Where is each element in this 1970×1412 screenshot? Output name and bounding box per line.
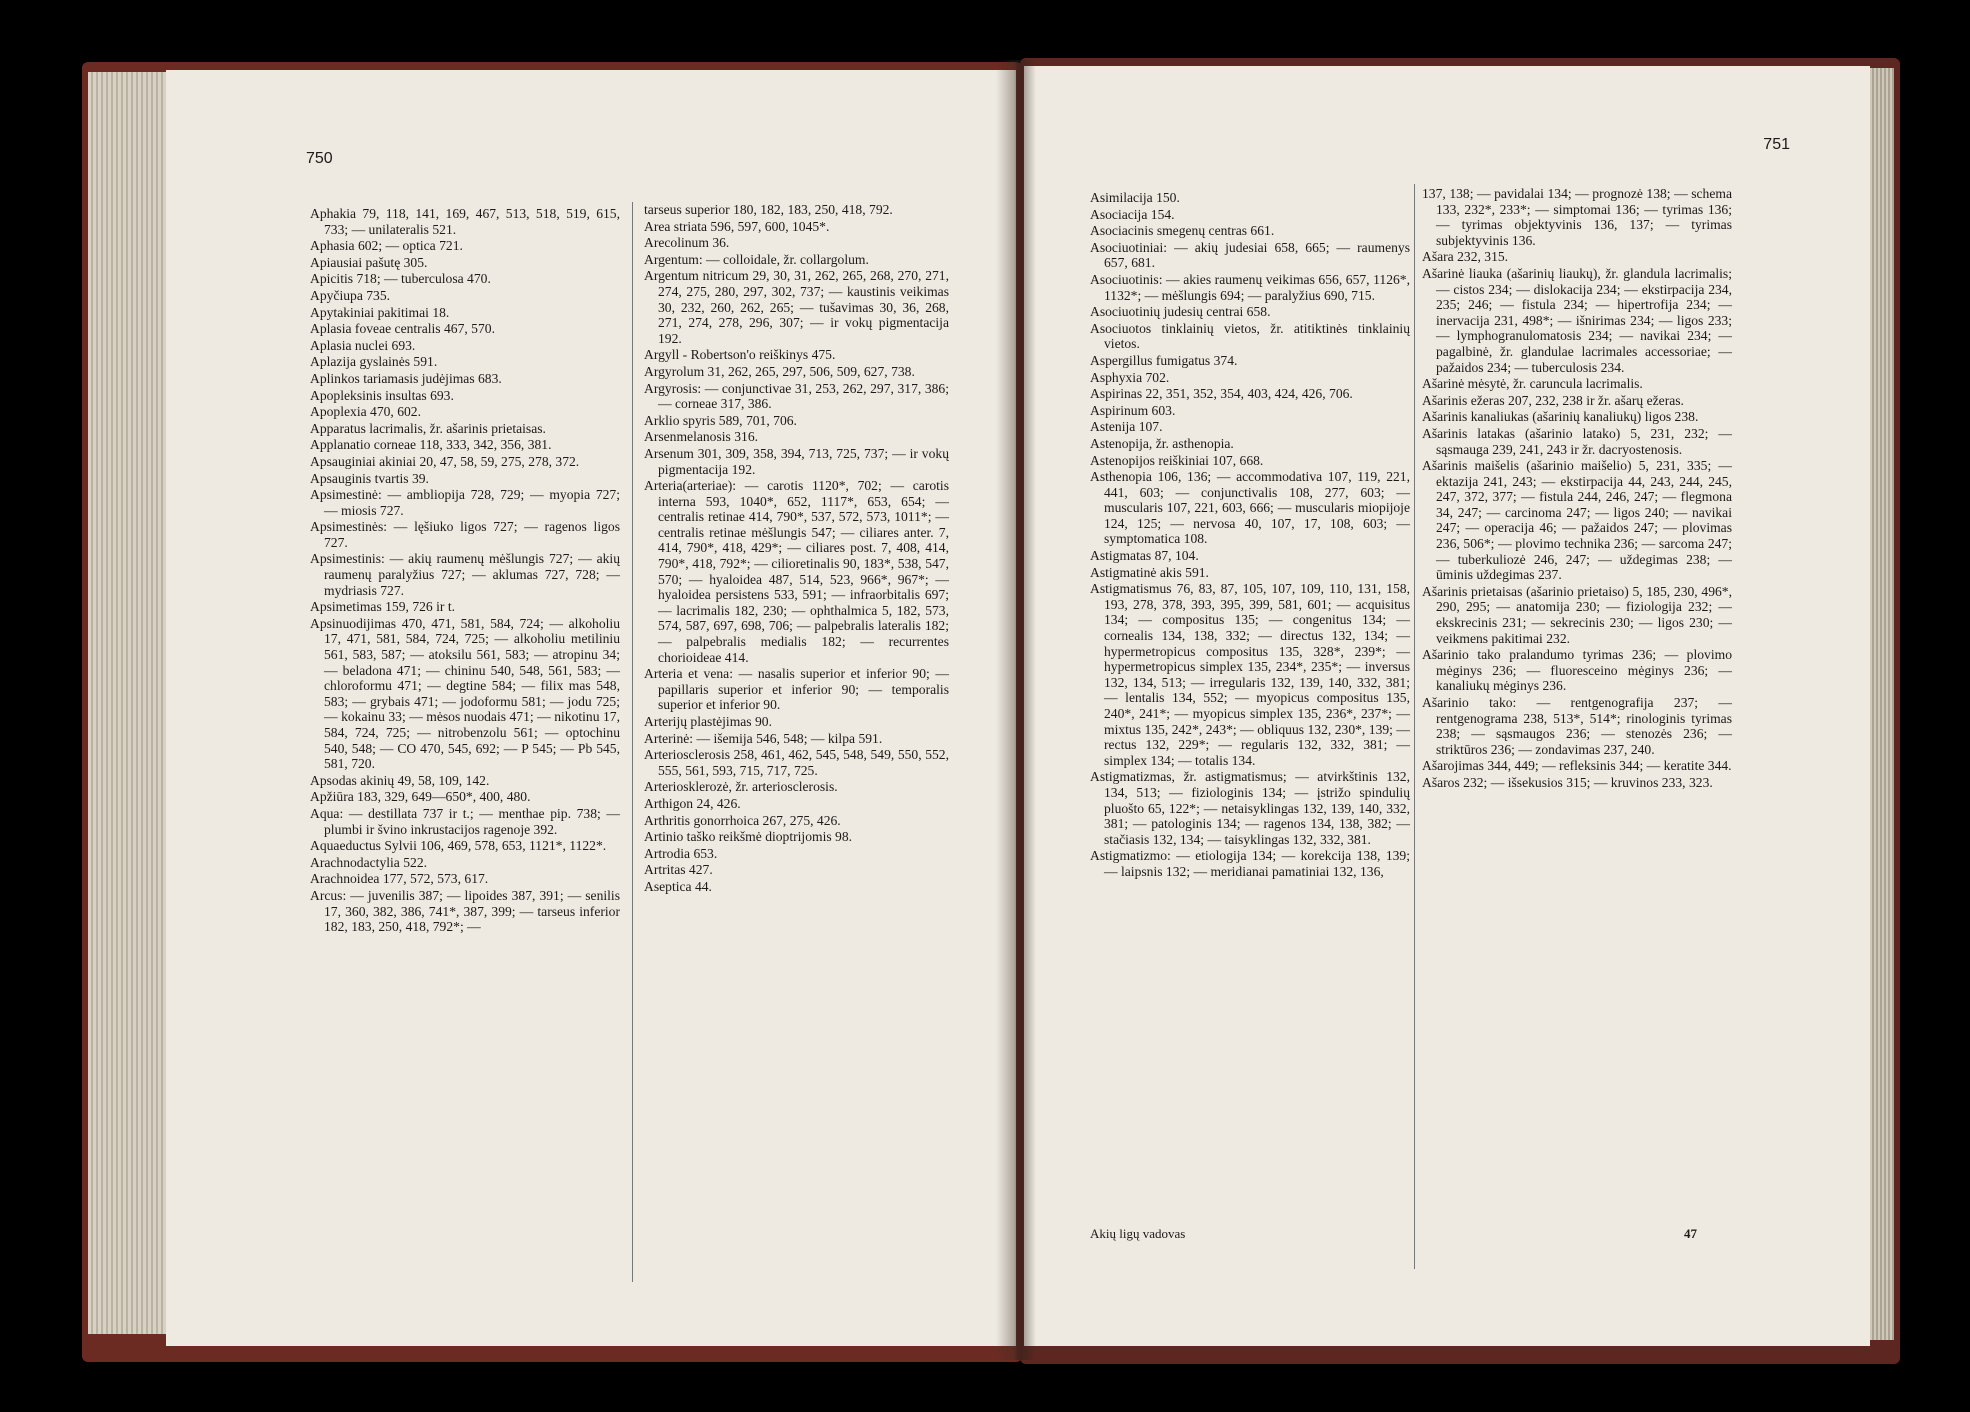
index-entry: Arachnodactylia 522. xyxy=(310,854,428,870)
index-entry: Ašarinis kanaliukas (ašarinių kanaliukų) ligos 238. xyxy=(1422,409,1699,425)
index-entry: Asociuotinis: — akies raumenų veikimas 656, 657, 1126*, 1132*; — mėšlungis 694; — paralyžius 690, 715. xyxy=(1090,271,1410,303)
index-entry: Apytakiniai pakitimai 18. xyxy=(310,304,450,320)
index-entry: Apsimestinis: — akių raumenų mėšlungis 727; — akių raumenų paralyžius 727; — aklumas 727, 728; — mydriasis 727. xyxy=(310,551,620,598)
index-entry: Area striata 596, 597, 600, 1045*. xyxy=(644,218,830,234)
index-entry: Arachnoidea 177, 572, 573, 617. xyxy=(310,871,489,887)
index-entry: Aphakia 79, 118, 141, 169, 467, 513, 518, 519, 615, 733; — unilateralis 521. xyxy=(310,206,620,237)
index-entry: Apsauginis tvartis 39. xyxy=(310,470,429,486)
page-number-right: 751 xyxy=(1763,136,1790,153)
index-entry: Applanatio corneae 118, 333, 342, 356, 381. xyxy=(310,437,552,453)
index-entry: Argyrolum 31, 262, 265, 297, 506, 509, 627, 738. xyxy=(644,363,915,379)
index-entry: Asociuotos tinklainių vietos, žr. atitiktinės tinklainių vietos. xyxy=(1090,320,1410,352)
index-entry: Aspirinas 22, 351, 352, 354, 403, 424, 426, 706. xyxy=(1090,386,1353,402)
index-entry: Astigmatas 87, 104. xyxy=(1090,548,1199,564)
index-entry: Arcus: — juvenilis 387; — lipoides 387, 391; — senilis 17, 360, 382, 386, 741*, 387, 399; — tarseus inferior 182, 183, 250, 418, 792*; — xyxy=(310,887,620,935)
index-entry: Apyčiupa 735. xyxy=(310,287,391,303)
index-entry: Aplasia nuclei 693. xyxy=(310,337,416,353)
index-entry: Ašarinė mėsytė, žr. caruncula lacrimalis. xyxy=(1422,376,1643,392)
index-entry: Aspergillus fumigatus 374. xyxy=(1090,352,1238,368)
index-entry: Ašarinis prietaisas (ašarinio prietaiso) 5, 185, 230, 496*, 290, 295; — anatomija 230; — fiziologija 232; — ekskrecinis 231; — sekrecinis 230; — ligos 230; — veikmens pakitimai 232. xyxy=(1422,583,1732,646)
index-entry: Ašarinio tako pralandumo tyrimas 236; — plovimo mėginys 236; — fluoresceino mėginys 236; — kanaliukų mėginys 236. xyxy=(1422,647,1732,694)
index-entry: Astenija 107. xyxy=(1090,419,1163,435)
index-entry: Apsinuodijimas 470, 471, 581, 584, 724; — alkoholiu 17, 471, 581, 584, 724, 725; — alkoholiu metiliniu 561, 583, 587; — atoksilu 561, 583; — atropinu 34; — beladona 471; — chininu 540, 548, 561, 583; — chloroformu 471; — degtine 584; — filix mas 548, 583; — grybais 471; — jodoformu 581; — jodu 725; — kokainu 33; — mėsos nuodais 471; — nikotinu 17, 584, 724, 725; — nitrobenzolu 561; — optochinu 540, 548; — CO 470, 545, 692; — P 545; — Pb 545, 581, 720. xyxy=(310,615,620,772)
index-entry: Aplinkos tariamasis judėjimas 683. xyxy=(310,370,502,386)
page-edges-right xyxy=(1866,68,1894,1340)
index-entry: Apžiūra 183, 329, 649—650*, 400, 480. xyxy=(310,789,531,805)
index-entry: Astenopija, žr. asthenopia. xyxy=(1090,435,1234,451)
index-entry: Aplazija gyslainės 591. xyxy=(310,354,438,370)
index-entry: Arteriosclerosis 258, 461, 462, 545, 548, 549, 550, 552, 555, 561, 593, 715, 717, 725. xyxy=(644,747,949,778)
index-entry: 137, 138; — pavidalai 134; — prognozė 138; — schema 133, 232*, 233*; — simptomai 136; — tyrimas 136; — tyrimas objektyvinis 136, 137; — tyrimas subjektyvinis 136. xyxy=(1422,186,1732,248)
index-entry: Ašarinis maišelis (ašarinio maišelio) 5, 231, 335; — ektazija 241, 243; — ekstirpacija 44, 243, 244, 245, 247, 372, 377; — fistula 244, 246, 247; — flegmona 34, 247; — carcinoma 247; — ligos 240; — navikai 247; — operacija 46; — pažaidos 247; — plovimas 236, 506*; — plovimo technika 236; — sarcoma 247; — tuberkuliozė 246, 247; — uždegimas 238; — ūminis uždegimas 237. xyxy=(1422,458,1732,583)
index-entry: Ašaros 232; — išsekusios 315; — kruvinos 233, 323. xyxy=(1422,774,1713,790)
index-entry: Aspirinum 603. xyxy=(1090,402,1176,418)
index-entry: Astigmatinė akis 591. xyxy=(1090,564,1209,580)
index-entry: Arteria et vena: — nasalis superior et inferior 90; — papillaris superior et inferior 90; — temporalis superior et inferior 90. xyxy=(644,666,949,713)
index-entry: Argyll - Robertson'o reiškinys 475. xyxy=(644,347,836,363)
page-edges-left xyxy=(88,72,178,1334)
index-entry: Asociacija 154. xyxy=(1090,206,1175,222)
index-entry: Ašarojimas 344, 449; — refleksinis 344; — keratite 344. xyxy=(1422,758,1732,774)
index-entry: Argentum nitricum 29, 30, 31, 262, 265, 268, 270, 271, 274, 275, 280, 297, 302, 737; — kaustinis veikimas 30, 232, 260, 262, 265; — tušavimas 30, 36, 268, 271, 274, 278, 296, 307; — ir vokų pigmentacija 192. xyxy=(644,268,949,346)
index-entry: Aplasia foveae centralis 467, 570. xyxy=(310,321,495,337)
left-page xyxy=(166,70,1016,1346)
index-entry: Apsimestinė: — ambliopija 728, 729; — myopia 727; — miosis 727. xyxy=(310,487,620,518)
index-entry: Asphyxia 702. xyxy=(1090,369,1170,385)
page-number-left: 750 xyxy=(306,150,333,167)
index-entry: Ašara 232, 315. xyxy=(1422,249,1509,265)
index-entry: Asociuotinių judesių centrai 658. xyxy=(1090,304,1271,320)
index-entry: Arsenum 301, 309, 358, 394, 713, 725, 737; — ir vokų pigmentacija 192. xyxy=(644,445,949,477)
index-entry: Ašarinio tako: — rentgenografija 237; — rentgenograma 238, 513*, 514*; rinologinis tyrimas 238; — sąsmaugos 236; — stenozės 236; — striktūros 236; — zondavimas 237, 240. xyxy=(1422,695,1732,757)
index-entry: Aquaeductus Sylvii 106, 469, 578, 653, 1121*, 1122*. xyxy=(310,838,607,854)
right-page-column-2 xyxy=(1422,186,1732,792)
index-entry: Arterinė: — išemija 546, 548; — kilpa 591. xyxy=(644,730,883,746)
index-entry: Apsimetimas 159, 726 ir t. xyxy=(310,599,455,615)
index-entry: Arteriosklerozė, žr. arteriosclerosis. xyxy=(644,779,838,795)
column-divider xyxy=(1414,184,1415,1269)
book-gutter xyxy=(996,60,1036,1360)
index-entry: Argyrosis: — conjunctivae 31, 253, 262, 297, 317, 386; — corneae 317, 386. xyxy=(644,380,949,412)
index-entry: Astigmatizmo: — etiologija 134; — korekcija 138, 139; — laipsnis 132; — meridianai pamatiniai 132, 136, xyxy=(1090,848,1410,879)
index-entry: Ašarinis latakas (ašarinio latako) 5, 231, 232; — sąsmauga 239, 241, 243 ir žr. dacryostenosis. xyxy=(1422,425,1732,457)
index-entry: Artrodia 653. xyxy=(644,845,718,861)
right-page-column-1 xyxy=(1090,190,1410,881)
index-entry: Aqua: — destillata 737 ir t.; — menthae pip. 738; — plumbi ir švino inkrustacijos ragenoje 392. xyxy=(310,805,620,837)
index-entry: Apsauginiai akiniai 20, 47, 58, 59, 275, 278, 372. xyxy=(310,453,580,469)
index-entry: Aphasia 602; — optica 721. xyxy=(310,238,463,254)
index-entry: Apsodas akinių 49, 58, 109, 142. xyxy=(310,772,490,788)
right-page xyxy=(1024,66,1870,1346)
index-entry: Asociacinis smegenų centras 661. xyxy=(1090,223,1275,239)
index-entry: Apicitis 718; — tuberculosa 470. xyxy=(310,271,491,287)
index-entry: Asociuotiniai: — akių judesiai 658, 665; — raumenys 657, 681. xyxy=(1090,239,1410,271)
index-entry: Apsimestinės: — lęšiuko ligos 727; — ragenos ligos 727. xyxy=(310,519,620,550)
footer-book-title: Akių ligų vadovas xyxy=(1090,1226,1186,1241)
index-entry: Arsenmelanosis 316. xyxy=(644,429,759,445)
left-page-column-1 xyxy=(310,206,620,936)
index-entry: Arthritis gonorrhoica 267, 275, 426. xyxy=(644,812,841,828)
index-entry: Arthigon 24, 426. xyxy=(644,795,741,811)
index-entry: Artritas 427. xyxy=(644,862,713,878)
index-entry: Astenopijos reiškiniai 107, 668. xyxy=(1090,452,1264,468)
index-entry: Apiausiai pašutę 305. xyxy=(310,254,428,270)
index-entry: Apparatus lacrimalis, žr. ašarinis prietaisas. xyxy=(310,420,546,436)
index-entry: Astigmatismus 76, 83, 87, 105, 107, 109, 110, 131, 158, 193, 278, 378, 393, 395, 399, 581, 601; — acquisitus 134; — compositus 135; — congenitus 134; — cornealis 134, 138, 332; — directus 132, 134; — hypermetropicus compositus 135, 328*, 239*; — hypermetropicus simplex 135, 234*, 235*; — inversus 132, 134, 513; — irregularis 132, 139, 140, 332, 381; — lentalis 134, 552; — myopicus compositus 135, 240*, 241*; — myopicus simplex 135, 236*, 237*; — mixtus 135, 242*, 243*; — obliquus 132, 230*, 139; — rectus 132, 229*; — regularis 132, 332, 381; — simplex 134; — totalis 134. xyxy=(1090,581,1410,768)
index-entry: Arteria(arteriae): — carotis 1120*, 702; — carotis interna 593, 1040*, 652, 1117*, 653, 654; — centralis retinae 414, 790*, 537, 572, 573, 1011*; — centralis retinae mėšlungis 547; — ciliares anter. 7, 414, 790*, 418, 429*; — ciliares post. 7, 408, 414, 790*, 418, 792*; — cilioretinalis 90, 183*, 538, 547, 570; — hyaloidea 487, 514, 523, 966*, 967*; — hyaloidea persistens 533, 591; — infraorbitalis 697; — lacrimalis 182, 230; — ophthalmica 5, 182, 573, 574, 587, 697, 698, 706; — palpebralis lateralis 182; — palpebralis medialis 182; — recurrentes chorioideae 414. xyxy=(644,478,949,665)
index-entry: Arecolinum 36. xyxy=(644,235,730,251)
index-entry: Asimilacija 150. xyxy=(1090,190,1180,205)
index-entry: Artinio taško reikšmė dioptrijomis 98. xyxy=(644,829,853,845)
index-entry: Apoplexia 470, 602. xyxy=(310,404,422,420)
index-entry: Ašarinis ežeras 207, 232, 238 ir žr. ašarų ežeras. xyxy=(1422,392,1684,408)
index-entry: Asthenopia 106, 136; — accommodativa 107, 119, 221, 441, 603; — conjunctivalis 108, 277, 603; — muscularis 107, 221, 603, 666; — muscularis miopijoje 124, 125; — nervosa 40, 107, 17, 108, 603; — symptomatica 108. xyxy=(1090,469,1410,547)
index-entry: Ašarinė liauka (ašarinių liaukų), žr. glandula lacrimalis; — cistos 234; — dislokacija 234; — ekstirpacija 234, 235; 246; — fistula 234; — hipertrofija 234; — inervacija 231, 498*; — išnirimas 234; — ligos 233; — lymphogranulomatosis 234; — navikai 234; — pagalbinė, žr. glandulae lacrimales accessoriae; — pažaidos 234; — tuberculosis 234. xyxy=(1422,265,1732,375)
footer-signature-mark: 47 xyxy=(1684,1226,1697,1241)
index-entry: Aseptica 44. xyxy=(644,878,712,894)
index-entry: Arklio spyris 589, 701, 706. xyxy=(644,412,797,428)
index-entry: Argentum: — colloidale, žr. collargolum. xyxy=(644,251,869,267)
column-divider xyxy=(632,202,633,1282)
index-entry: Arterijų plastėjimas 90. xyxy=(644,714,772,729)
left-page-column-2 xyxy=(644,202,949,896)
index-entry: Astigmatizmas, žr. astigmatismus; — atvirkštinis 132, 134, 513; — fiziologinis 134; — įstrižo spindulių pluošto 65, 122*; — netaisyklingas 132, 139, 140, 332, 381; — patologinis 134; — ragenos 134, 138, 382; — stačiasis 132, 134; — taisyklingas 132, 332, 381. xyxy=(1090,769,1410,847)
index-entry: tarseus superior 180, 182, 183, 250, 418, 792. xyxy=(644,202,893,217)
index-entry: Apopleksinis insultas 693. xyxy=(310,387,454,403)
